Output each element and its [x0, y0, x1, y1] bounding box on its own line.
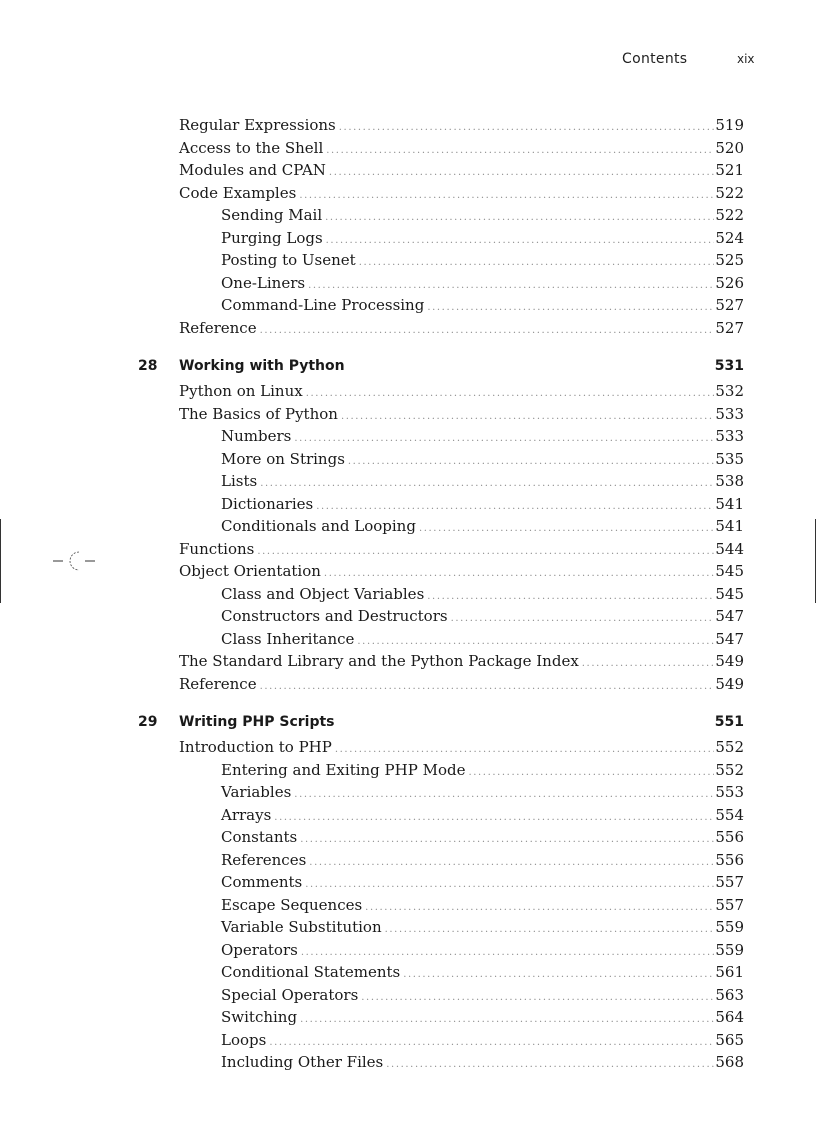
toc-entry[interactable]: [0, 538, 816, 561]
page-number: xix: [737, 52, 755, 66]
entry-page: 535: [715, 449, 744, 468]
entry-page: 527: [715, 318, 744, 337]
entry-page: 559: [715, 940, 744, 959]
entry-title: Lists: [221, 472, 258, 490]
toc-subentry[interactable]: [0, 826, 816, 849]
entry-title: Constants: [221, 828, 298, 846]
toc-subentry[interactable]: [0, 961, 816, 984]
toc-subentry[interactable]: [0, 249, 816, 272]
toc-entry[interactable]: [0, 114, 816, 137]
entry-title: Arrays: [221, 805, 272, 824]
entry-title: Sending Mail: [221, 206, 323, 224]
entry-title: Functions: [179, 539, 255, 558]
entry-title: Code Examples: [179, 183, 297, 202]
entry-title: Switching: [221, 1008, 298, 1026]
entry-page: 522: [715, 206, 744, 224]
entry-page: 557: [715, 895, 744, 914]
toc-subentry[interactable]: [0, 204, 816, 227]
chapter-number: 29: [138, 714, 158, 730]
toc-subentry[interactable]: [0, 759, 816, 782]
entry-title: Numbers: [221, 427, 292, 445]
toc-subentry[interactable]: [0, 781, 816, 804]
toc-entry[interactable]: [0, 317, 816, 340]
entry-title: Loops: [221, 1030, 267, 1049]
dot-leader: [386, 1054, 714, 1077]
toc-subentry[interactable]: [0, 470, 816, 493]
entry-page: 541: [715, 517, 744, 535]
toc-subentry[interactable]: [0, 1029, 816, 1052]
toc-subentry[interactable]: [0, 272, 816, 295]
entry-title: Entering and Exiting PHP Mode: [221, 760, 466, 779]
toc-entry[interactable]: [0, 137, 816, 160]
entry-page: 524: [715, 228, 744, 247]
entry-page: 564: [715, 1008, 744, 1026]
entry-title: More on Strings: [221, 449, 345, 468]
entry-page: 527: [715, 296, 744, 314]
toc-entry[interactable]: [0, 673, 816, 696]
toc-subentry[interactable]: [0, 1051, 816, 1074]
entry-page: 544: [715, 539, 744, 558]
dot-leader: [260, 320, 715, 343]
entry-title: Access to the Shell: [179, 138, 324, 157]
entry-title: Dictionaries: [221, 494, 314, 513]
entry-title: Object Orientation: [179, 562, 321, 580]
dot-leader: [260, 676, 715, 699]
entry-title: Command-Line Processing: [221, 296, 425, 314]
chapter-title: Working with Python: [179, 358, 345, 374]
entry-title: Purging Logs: [221, 228, 323, 247]
section-title: Contents: [622, 51, 688, 67]
chapter-page: 551: [714, 714, 744, 730]
toc-subentry[interactable]: [0, 804, 816, 827]
entry-page: 521: [715, 161, 744, 179]
entry-page: 547: [715, 607, 744, 625]
entry-page: 553: [715, 783, 744, 801]
entry-title: Variable Substitution: [221, 918, 382, 936]
entry-title: One-Liners: [221, 273, 306, 292]
entry-page: 556: [715, 850, 744, 869]
entry-page: 522: [715, 183, 744, 202]
toc-entry[interactable]: [0, 159, 816, 182]
entry-page: 565: [715, 1030, 744, 1049]
toc-entry[interactable]: [0, 650, 816, 673]
entry-page: 520: [715, 138, 744, 157]
toc-subentry[interactable]: [0, 425, 816, 448]
chapter-page: 531: [714, 358, 744, 374]
entry-title: Escape Sequences: [221, 895, 363, 914]
entry-title: Introduction to PHP: [179, 738, 332, 756]
entry-title: Conditionals and Looping: [221, 517, 416, 535]
entry-page: 549: [715, 652, 744, 670]
toc-subentry[interactable]: [0, 939, 816, 962]
entry-title: Posting to Usenet: [221, 251, 356, 269]
entry-page: 532: [715, 382, 744, 400]
entry-page: 519: [715, 116, 744, 134]
entry-page: 549: [715, 674, 744, 693]
entry-page: 552: [715, 760, 744, 779]
toc-subentry[interactable]: [0, 871, 816, 894]
toc-subentry[interactable]: [0, 227, 816, 250]
entry-page: 556: [715, 828, 744, 846]
entry-title: Conditional Statements: [221, 963, 401, 981]
entry-title: Regular Expressions: [179, 116, 336, 134]
entry-title: References: [221, 850, 307, 869]
entry-page: 545: [715, 584, 744, 603]
chapter-title: Writing PHP Scripts: [179, 714, 335, 730]
toc-subentry[interactable]: [0, 583, 816, 606]
toc-subentry[interactable]: [0, 1006, 816, 1029]
entry-title: Constructors and Destructors: [221, 607, 448, 625]
entry-page: 568: [715, 1053, 744, 1071]
entry-title: Class Inheritance: [221, 629, 355, 648]
entry-page: 559: [715, 918, 744, 936]
table-of-contents: [0, 114, 816, 1074]
entry-page: 561: [715, 963, 744, 981]
toc-entry[interactable]: [0, 736, 816, 759]
entry-title: Python on Linux: [179, 382, 303, 400]
entry-page: 533: [715, 404, 744, 423]
entry-page: 554: [715, 805, 744, 824]
entry-title: Class and Object Variables: [221, 584, 425, 603]
entry-page: 547: [715, 629, 744, 648]
running-header: [0, 51, 816, 71]
entry-title: Operators: [221, 940, 298, 959]
entry-title: Comments: [221, 873, 303, 891]
toc-entry[interactable]: [0, 560, 816, 583]
entry-page: 557: [715, 873, 744, 891]
toc-subentry[interactable]: [0, 294, 816, 317]
entry-title: Variables: [221, 783, 292, 801]
toc-subentry[interactable]: [0, 605, 816, 628]
toc-entry[interactable]: [0, 403, 816, 426]
entry-title: Reference: [179, 674, 257, 693]
entry-title: Reference: [179, 318, 257, 337]
entry-page: 533: [715, 427, 744, 445]
entry-page: 541: [715, 494, 744, 513]
toc-subentry[interactable]: [0, 448, 816, 471]
entry-page: 525: [715, 251, 744, 269]
entry-page: 552: [715, 738, 744, 756]
entry-title: Modules and CPAN: [179, 161, 326, 179]
toc-subentry[interactable]: [0, 916, 816, 939]
chapter-heading[interactable]: [0, 352, 816, 380]
entry-title: Including Other Files: [221, 1053, 384, 1071]
toc-subentry[interactable]: [0, 984, 816, 1007]
toc-entry[interactable]: [0, 380, 816, 403]
entry-page: 563: [715, 985, 744, 1004]
chapter-number: 28: [138, 358, 158, 374]
entry-page: 545: [715, 562, 744, 580]
toc-entry[interactable]: [0, 182, 816, 205]
toc-subentry[interactable]: [0, 628, 816, 651]
toc-subentry[interactable]: [0, 894, 816, 917]
toc-subentry[interactable]: [0, 493, 816, 516]
entry-title: The Standard Library and the Python Package Index: [179, 652, 579, 670]
entry-title: Special Operators: [221, 985, 359, 1004]
chapter-heading[interactable]: [0, 708, 816, 736]
toc-subentry[interactable]: [0, 849, 816, 872]
entry-page: 538: [715, 472, 744, 490]
toc-subentry[interactable]: [0, 515, 816, 538]
entry-page: 526: [715, 273, 744, 292]
entry-title: The Basics of Python: [179, 404, 338, 423]
